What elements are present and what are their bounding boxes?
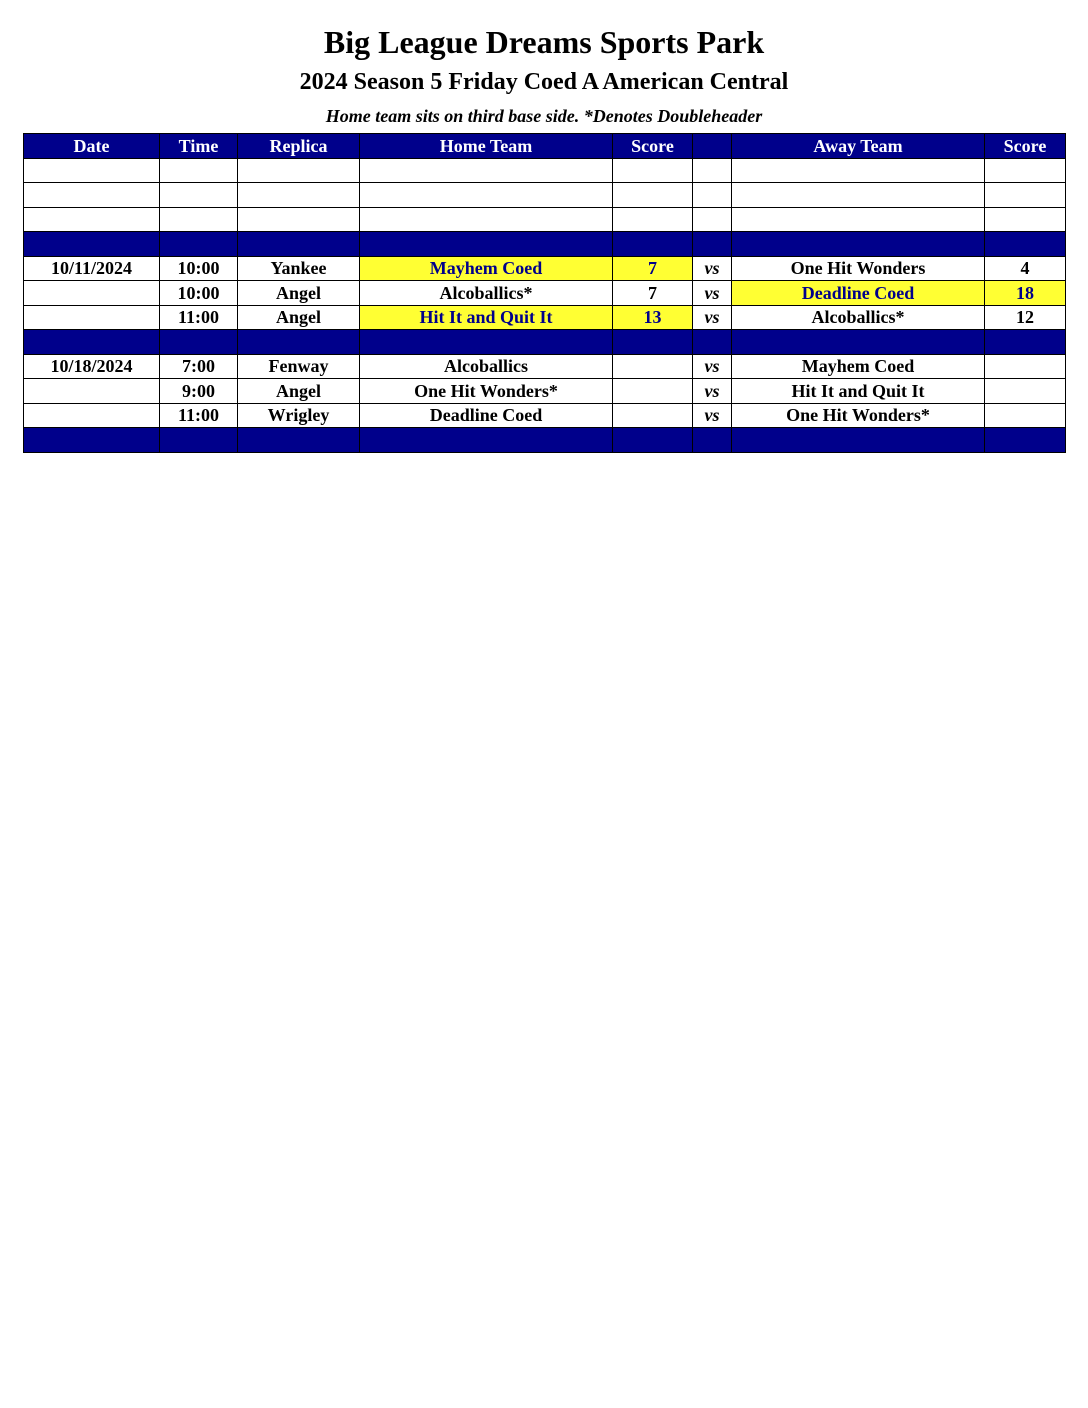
away-score-cell xyxy=(985,354,1066,379)
home-score-cell: 13 xyxy=(613,305,693,330)
vs-cell xyxy=(693,207,732,232)
vs-cell: vs xyxy=(693,403,732,428)
separator-row xyxy=(24,428,1066,453)
vs-cell xyxy=(693,183,732,208)
vs-cell: vs xyxy=(693,354,732,379)
away-score-cell xyxy=(985,232,1066,257)
vs-cell xyxy=(693,428,732,453)
game-row xyxy=(24,256,1066,281)
date-cell xyxy=(24,330,160,355)
schedule-body xyxy=(24,158,1066,452)
date-cell xyxy=(24,232,160,257)
date-cell xyxy=(24,428,160,453)
home-team-cell: Hit It and Quit It xyxy=(360,305,613,330)
replica-cell xyxy=(238,232,360,257)
page-subtitle: 2024 Season 5 Friday Coed A American Central xyxy=(299,69,789,95)
home-team-cell: Deadline Coed xyxy=(360,403,613,428)
time-cell: 11:00 xyxy=(160,403,238,428)
away-team-cell: Hit It and Quit It xyxy=(732,379,985,404)
away-team-cell xyxy=(732,428,985,453)
time-cell xyxy=(160,330,238,355)
home-team-cell: Alcoballics* xyxy=(360,281,613,306)
replica-cell: Yankee xyxy=(238,256,360,281)
game-row xyxy=(24,281,1066,306)
replica-cell xyxy=(238,183,360,208)
home-score-cell xyxy=(613,403,693,428)
home-score-cell xyxy=(613,232,693,257)
time-cell xyxy=(160,207,238,232)
home-score-cell: 7 xyxy=(613,281,693,306)
replica-cell: Fenway xyxy=(238,354,360,379)
separator-row xyxy=(24,330,1066,355)
game-row xyxy=(24,305,1066,330)
col-header-time: Time xyxy=(160,134,238,159)
date-cell: 10/11/2024 xyxy=(24,256,160,281)
home-score-cell xyxy=(613,428,693,453)
time-cell: 10:00 xyxy=(160,256,238,281)
away-score-cell xyxy=(985,183,1066,208)
away-team-cell: Alcoballics* xyxy=(732,305,985,330)
date-cell xyxy=(24,379,160,404)
away-team-cell xyxy=(732,158,985,183)
home-team-cell xyxy=(360,428,613,453)
away-team-cell xyxy=(732,183,985,208)
blank-row xyxy=(24,207,1066,232)
date-cell xyxy=(24,183,160,208)
away-score-cell xyxy=(985,330,1066,355)
home-team-cell xyxy=(360,232,613,257)
replica-cell xyxy=(238,207,360,232)
schedule-note: Home team sits on third base side. *Denotes Doubleheader xyxy=(325,106,763,126)
away-score-cell xyxy=(985,428,1066,453)
vs-cell: vs xyxy=(693,305,732,330)
away-team-cell: One Hit Wonders xyxy=(732,256,985,281)
away-score-cell: 18 xyxy=(985,281,1066,306)
time-cell xyxy=(160,158,238,183)
away-score-cell: 12 xyxy=(985,305,1066,330)
date-cell xyxy=(24,158,160,183)
away-score-cell xyxy=(985,403,1066,428)
replica-cell xyxy=(238,330,360,355)
away-team-cell: Mayhem Coed xyxy=(732,354,985,379)
away-team-cell: One Hit Wonders* xyxy=(732,403,985,428)
away-score-cell xyxy=(985,158,1066,183)
away-score-cell xyxy=(985,379,1066,404)
away-team-cell xyxy=(732,207,985,232)
date-cell: 10/18/2024 xyxy=(24,354,160,379)
col-header-replica: Replica xyxy=(238,134,360,159)
away-team-cell xyxy=(732,232,985,257)
away-score-cell xyxy=(985,207,1066,232)
home-score-cell: 7 xyxy=(613,256,693,281)
time-cell xyxy=(160,232,238,257)
time-cell: 9:00 xyxy=(160,379,238,404)
blank-row xyxy=(24,158,1066,183)
replica-cell xyxy=(238,428,360,453)
vs-cell: vs xyxy=(693,379,732,404)
home-team-cell xyxy=(360,330,613,355)
date-cell xyxy=(24,281,160,306)
game-row xyxy=(24,379,1066,404)
vs-cell: vs xyxy=(693,281,732,306)
vs-cell: vs xyxy=(693,256,732,281)
col-header-vs xyxy=(693,134,732,159)
game-row xyxy=(24,403,1066,428)
col-header-home-team: Home Team xyxy=(360,134,613,159)
home-team-cell: Alcoballics xyxy=(360,354,613,379)
col-header-away-score: Score xyxy=(985,134,1066,159)
time-cell: 7:00 xyxy=(160,354,238,379)
col-header-date: Date xyxy=(24,134,160,159)
col-header-home-score: Score xyxy=(613,134,693,159)
vs-cell xyxy=(693,158,732,183)
col-header-away-team: Away Team xyxy=(732,134,985,159)
away-team-cell: Deadline Coed xyxy=(732,281,985,306)
home-score-cell xyxy=(613,183,693,208)
home-score-cell xyxy=(613,158,693,183)
home-score-cell xyxy=(613,354,693,379)
replica-cell: Angel xyxy=(238,281,360,306)
home-score-cell xyxy=(613,330,693,355)
separator-row xyxy=(24,232,1066,257)
header-row xyxy=(24,134,1066,159)
game-row xyxy=(24,354,1066,379)
replica-cell xyxy=(238,158,360,183)
home-score-cell xyxy=(613,207,693,232)
home-team-cell xyxy=(360,183,613,208)
vs-cell xyxy=(693,232,732,257)
schedule-table xyxy=(23,133,1066,453)
blank-row xyxy=(24,183,1066,208)
home-score-cell xyxy=(613,379,693,404)
date-cell xyxy=(24,305,160,330)
replica-cell: Angel xyxy=(238,305,360,330)
time-cell xyxy=(160,183,238,208)
date-cell xyxy=(24,403,160,428)
replica-cell: Angel xyxy=(238,379,360,404)
home-team-cell xyxy=(360,158,613,183)
time-cell: 10:00 xyxy=(160,281,238,306)
home-team-cell xyxy=(360,207,613,232)
time-cell xyxy=(160,428,238,453)
replica-cell: Wrigley xyxy=(238,403,360,428)
date-cell xyxy=(24,207,160,232)
away-score-cell: 4 xyxy=(985,256,1066,281)
home-team-cell: Mayhem Coed xyxy=(360,256,613,281)
time-cell: 11:00 xyxy=(160,305,238,330)
vs-cell xyxy=(693,330,732,355)
home-team-cell: One Hit Wonders* xyxy=(360,379,613,404)
page-title: Big League Dreams Sports Park xyxy=(323,24,765,60)
away-team-cell xyxy=(732,330,985,355)
